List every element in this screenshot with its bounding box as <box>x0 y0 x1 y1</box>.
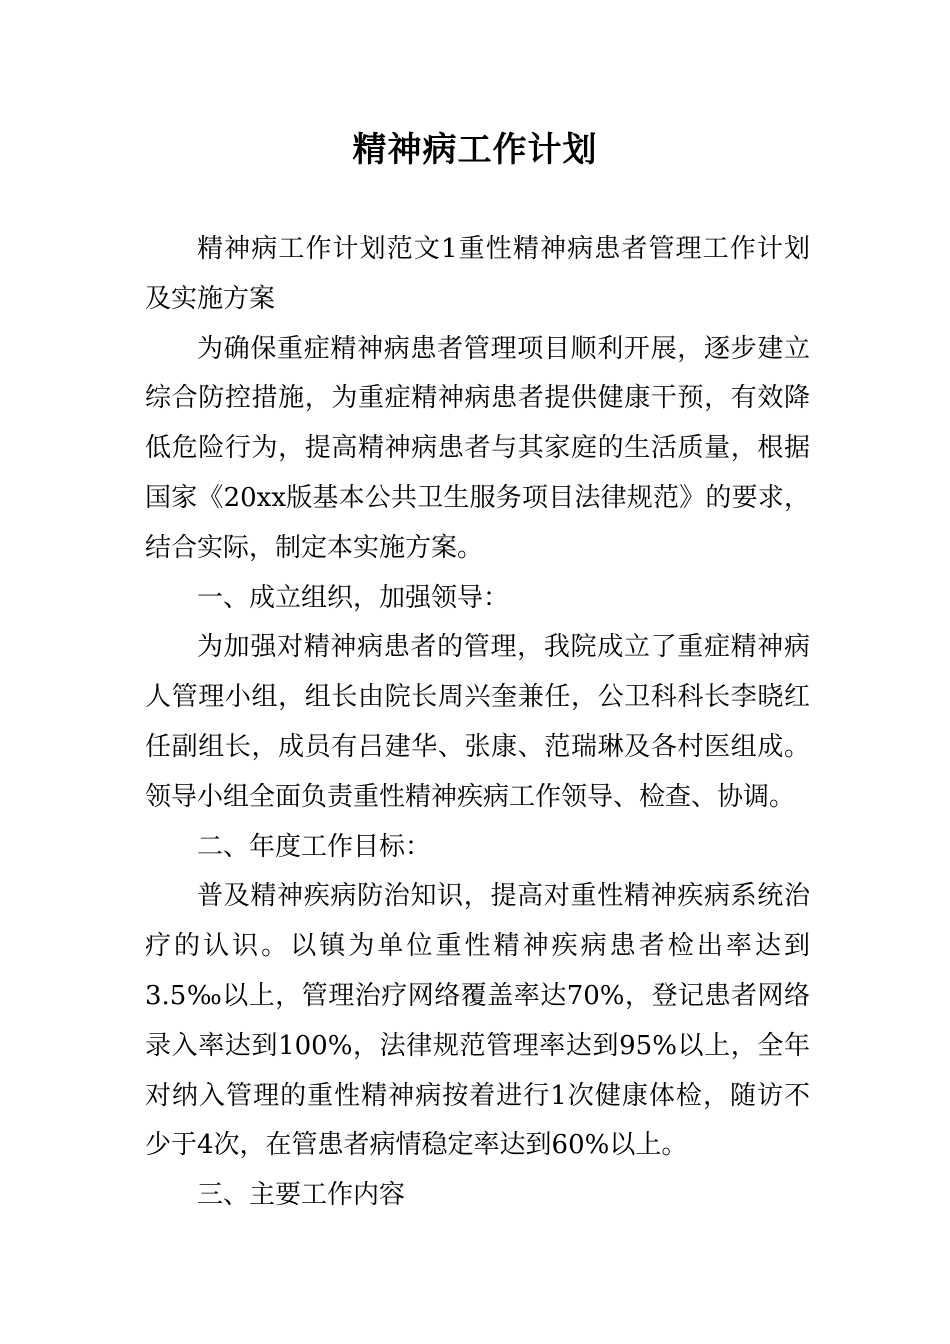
paragraph-organization: 为加强对精神病患者的管理，我院成立了重症精神病人管理小组，组长由院长周兴奎兼任，公卫科科长李晓红任副组长，成员有吕建华、张康、范瑞琳及各村医组成。领导小组全面负责重性精神疾病工作领导、检查、协调。 <box>145 632 810 812</box>
document-body <box>145 225 810 1221</box>
document-title: 精神病工作计划 <box>352 130 598 170</box>
section-heading-main-work: 三、主要工作内容 <box>197 1180 406 1211</box>
section-heading-goals: 二、年度工作目标： <box>197 831 432 862</box>
section-heading-organization: 一、成立组织，加强领导： <box>197 582 510 613</box>
paragraph-purpose: 为确保重症精神病患者管理项目顺利开展，逐步建立综合防控措施，为重症精神病患者提供健康干预，有效降低危险行为，提高精神病患者与其家庭的生活质量，根据国家《20xx版基本公共卫生服务项目法律规范》的要求，结合实际，制定本实施方案。 <box>145 333 810 563</box>
paragraph-goals: 普及精神疾病防治知识，提高对重性精神疾病系统治疗的认识。以镇为单位重性精神疾病患者检出率达到3.5‰以上，管理治疗网络覆盖率达70%，登记患者网络录入率达到100%，法律规范管理率达到95%以上，全年对纳入管理的重性精神病按着进行1次健康体检，随访不少于4次，在管患者病情稳定率达到60%以上。 <box>145 881 810 1161</box>
paragraph-intro: 精神病工作计划范文1重性精神病患者管理工作计划及实施方案 <box>145 234 810 314</box>
